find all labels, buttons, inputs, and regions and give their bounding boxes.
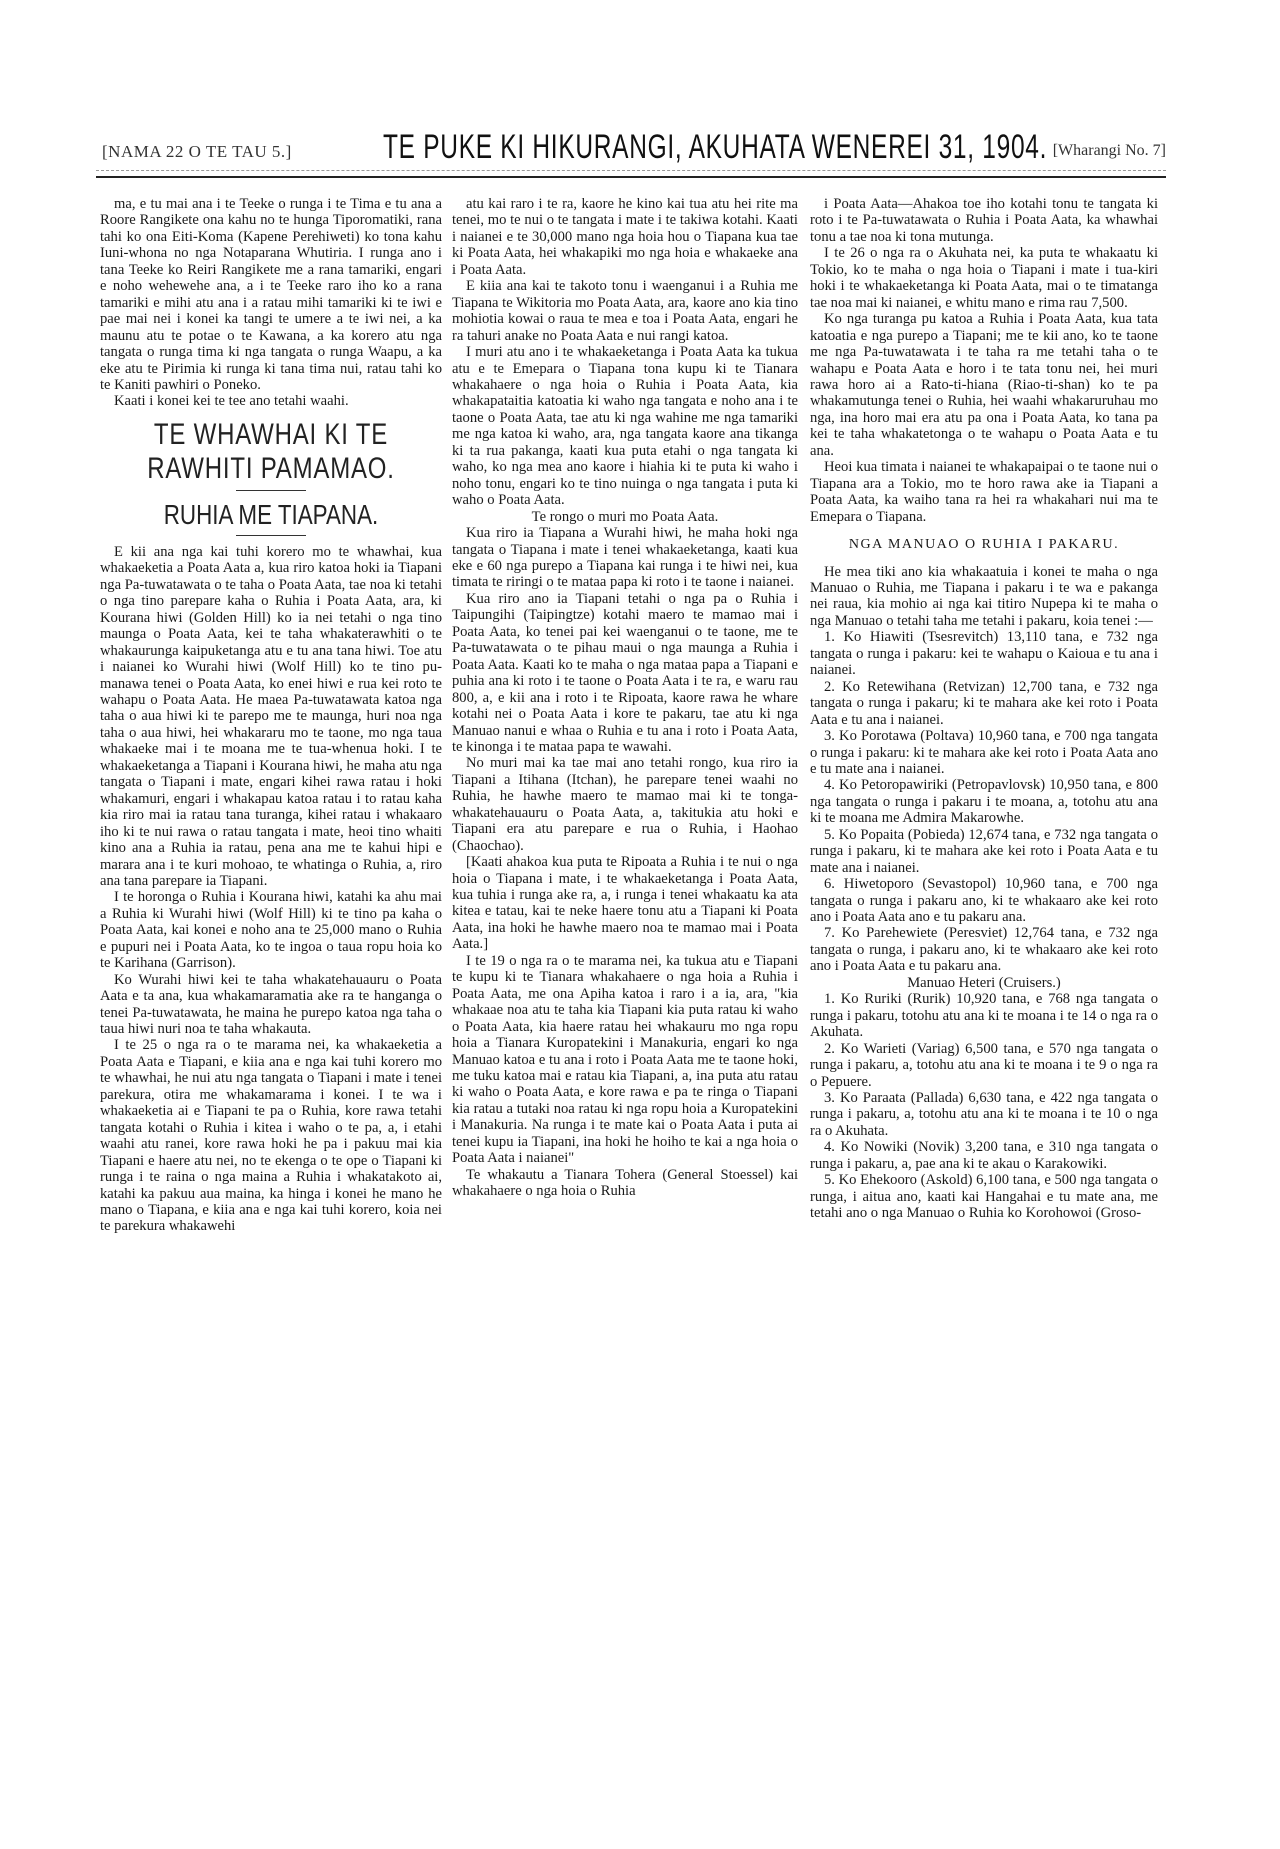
column-3 xyxy=(810,196,1158,1796)
paragraph: Te whakautu a Tianara Tohera (General Stoessel) kai whakahaere o nga hoia o Ruhia xyxy=(452,1166,798,1200)
paragraph: I muri atu ano i te whakaeketanga i Poata Aata ka tukua atu e te Emepara o Tiapana tona kupu ki te Tianara whakahaere o nga hoia o Ruhia i Poata Aata, kia whakapataitia katoatia ki waho nga tangata e noho ana i te taone o Poata Aata, tae atu ki nga wahine me nga tamariki me nga katoa ki waho, ara, nga tangata kaore ana tikanga ki ta rua pakanga, kaati kua puta etahi o nga tangata ki waho, ko nga mea ano kaore i hiahia ki te puta ki waho i noho tonu, engari ko te tino nuinga o nga tangata i puta ki waho o Poata Aata. xyxy=(452,344,798,509)
list-item: 7. Ko Parehewiete (Peresviet) 12,764 tana, e 732 nga tangata o runga, i pakaru ano, ki te whakaaro ake kei roto ano i Poata Aata e tu pakaru ana. xyxy=(810,925,1158,975)
list-item: 1. Ko Ruriki (Rurik) 10,920 tana, e 768 nga tangata o runga i pakaru, totohu atu ana ki te moana i te 14 o nga ra o Akuhata. xyxy=(810,991,1158,1041)
paragraph: No muri mai ka tae mai ano tetahi rongo, kua riro ia Tiapani a Itihana (Itchan), he parepare tenei waahi no Ruhia, he hawhe maero te mamao mai ki te tonga-whakatehauauru o Poata Aata, a, takitukia atu hoki e Tiapani era atu parepare e rua o Ruhia, i Haohao (Chaochao). xyxy=(452,755,798,854)
list-item: 4. Ko Petoropawiriki (Petropavlovsk) 10,950 tana, e 800 nga tangata o runga i pakaru i te moana, a, totohu atu ana ki te moana me Admira Makarowhe. xyxy=(810,777,1158,827)
section-heading: NGA MANUAO O RUHIA I PAKARU. xyxy=(848,537,1120,553)
paragraph: Kua riro ia Tiapana a Wurahi hiwi, he maha hoki nga tangata o Tiapana i mate i tenei whakaeketanga, kaati kua eke e 60 nga purepo a Tiapana kai runga i te hiwi nei, kua timata te riringi o te mataa papa ki roto i te taone i naianei. xyxy=(452,525,798,591)
paragraph: E kiia ana kai te takoto tonu i waenganui i a Ruhia me Tiapana te Wikitoria mo Poata Aata, ara, kaore ano kia tino mohiotia kowai o raua te mea e toa i Poata Aata, engari he ra tahuri anake no Poata Aata e nui rangi katoa. xyxy=(452,278,798,344)
paragraph: Ko nga turanga pu katoa a Ruhia i Poata Aata, kua tata katoatia e nga purepo a Tiapani; me te kii ano, ko te taone me nga Pa-tuwatawata i te taha ra me tetahi taha o te wahapu e Poata Aata e horo i te tata tonu nei, hei muri rawa horo ai a Rato-ti-hiana (Riao-ti-shan) ko te pa whakamutunga tenei o Ruhia, hei waahi whakaruruhau mo nga, ina horo mai era atu pa ona i Poata Aata, ko tana pa kei te taha whakatetonga o te wahapu o Poata Aata e tu ana. xyxy=(810,311,1158,459)
list-item: 4. Ko Nowiki (Novik) 3,200 tana, e 310 nga tangata o runga i pakaru, a, pae ana ki te akau o Karakowiki. xyxy=(810,1139,1158,1172)
cruisers-heading: Manuao Heteri (Cruisers.) xyxy=(907,974,1061,991)
paragraph: ma, e tu mai ana i te Teeke o runga i te Tima e tu ana a Roore Rangikete ona kahu no te hunga Tiporomatiki, rana tahi ko ona Eiti-Koma (Kapene Perehiweti) ko tona kahu Iuni-whona no nga Notaparana Whutiria. I runga ano i tana Teeke ko Reiri Rangikete me a rana tamariki, engari e noho wehewehe ana, a i te Teeke raro iho ko a rana tamariki e mihi atu ana i a ratau mihi tamariki ki te iwi e pae mai nei i konei ka tangi te umere a te iwi nei, a ka maunu atu te potae o te Kawana, a ka korero atu nga tangata o runga tima ki nga tangata o runga Waapu, a ka eke atu te Pirimia ki runga ki tana tima nui, ratau tahi ko te Kaniti pawhiri o Poneko. xyxy=(100,196,442,393)
list-item: 5. Ko Ehekooro (Askold) 6,100 tana, e 500 nga tangata o runga, i aitua ano, kaati kai Hangahai e tu mate ana, me tetahi ano o nga Manuao o Ruhia ko Korohowoi (Groso- xyxy=(810,1172,1158,1222)
column-1 xyxy=(100,196,442,1796)
list-item: 1. Ko Hiawiti (Tsesrevitch) 13,110 tana, e 732 nga tangata o runga i pakaru: kei te wahapu o Kaioua e tu ana i naianei. xyxy=(810,629,1158,679)
list-item: 6. Hiwetoporo (Sevastopol) 10,960 tana, e 700 nga tangata o runga i pakaru ano, ki te whakaaro ake kei roto ano i Poata Aata ano e tu pakaru ana. xyxy=(810,876,1158,926)
header-rule xyxy=(96,176,1166,178)
paragraph: I te 26 o nga ra o Akuhata nei, ka puta te whakaatu ki Tokio, ko te maha o nga hoia o Tiapani i mate i tua-kiri hoki i te whakaeketanga ki Poata Aata, mai o te timatanga tae noa mai ki naianei, e whitu mano e rima rau 7,500. xyxy=(810,245,1158,311)
paragraph: Heoi kua timata i naianei te whakapaipai o te taone nui o Tiapana ara a Tokio, mo te horo rawa ake ia Tiapani a Poata Aata, ka waiho tana ra hei ra whakahari nui ma te Emepara o Tiapana. xyxy=(810,459,1158,525)
masthead xyxy=(96,128,1166,168)
paragraph: I te 19 o nga ra o te marama nei, ka tukua atu e Tiapani te kupu ki te Tianara whakahaere o nga hoia a Ruhia i Poata Aata, me ona Apiha katoa i raro i a ia, ara, "kia whakaae noa atu te taha kia Tiapani kia puta ratau ki waho o Poata Aata, kia haere ratau hei whakauru mo nga ropu hoia a Tianara Kuropatekini i Manakuria, engari ko nga Manuao katoa e tu ana i roto i Poata Aata me te taone hoki, me tuku katoa mai e ratau kia Tiapani, a, ina puta atu ratau ki waho o Poata Aata, e kore rawa e pa te ringa o Tiapani kia ratau a tutaki noa ratau ki nga ropu hoia a Kuropatekini i Manakuria. Na runga i te mate kai o Poata Aata i puta ai tenei kupu ia Tiapani, ina hoki he hoiho te kai a nga hoia o Poata Aata i naianei" xyxy=(452,952,798,1167)
section-subhead: Te rongo o muri mo Poata Aata. xyxy=(531,508,719,525)
paragraph: atu kai raro i te ra, kaore he kino kai tua atu hei rite ma tenei, mo te nui o te tangata i mate i te takiwa kotahi. Kaati i naianei e te 30,000 mano nga hoia hou o Tiapana kua tae ki Poata Aata, hei whakapiki mo nga hoia e whakaeke ana i Poata Aata. xyxy=(452,196,798,278)
list-item: 2. Ko Retewihana (Retvizan) 12,700 tana, e 732 nga tangata o runga i pakaru; ki te mahara ake kei roto i Poata Aata e tu ana i naianei. xyxy=(810,678,1158,728)
column-2 xyxy=(452,196,798,1796)
paragraph: Kaati i konei kei te tee ano tetahi waahi. xyxy=(114,393,349,410)
divider xyxy=(236,490,306,491)
list-item: 3. Ko Paraata (Pallada) 6,630 tana, e 422 nga tangata o runga i pakaru, a, totohu atu ana ki te moana i te 10 o nga ra o Akuhata. xyxy=(810,1090,1158,1139)
list-item: 2. Ko Warieti (Variag) 6,500 tana, e 570 nga tangata o runga i pakaru, a, totohu atu ana ki te moana i te 9 o nga ra o Pepuere. xyxy=(810,1040,1158,1090)
paragraph: Ko Wurahi hiwi kei te taha whakatehauauru o Poata Aata e ta ana, kua whakamaramatia ake ra te hanganga o tenei Pa-tuwatawata, he maina he purepo katoa nga taha o taua hiwi nuri noa te taha whakauta. xyxy=(100,971,442,1038)
article-heading: TE WHAWHAI KI TE RAWHITI PAMAMAO. xyxy=(147,417,395,485)
list-item: 5. Ko Popaita (Pobieda) 12,674 tana, e 732 nga tangata o runga i pakaru, ki te mahara ake kei roto i Poata Aata e tu mate ana i naianei. xyxy=(810,826,1158,876)
paragraph: He mea tiki ano kia whakaatuia i konei te maha o nga Manuao o Ruhia, me Tiapana i pakaru i te wa e pakanga nei raua, kia mohio ai nga kai titiro Nupepa ki te maha o nga Manuao o tetahi taha me tetahi i pakaru, koia tenei :— xyxy=(810,563,1158,629)
paragraph: E kii ana nga kai tuhi korero mo te whawhai, kua whakaeketia a Poata Aata a, kua riro katoa hoki ia Tiapani nga Pa-tuwatawata o te taha o Poata Aata, tae noa ki tetahi o nga tino parepare kaha o Ruhia i Poata Aata, ara, ki Kourana hiwi (Golden Hill) ko ia nei tetahi o nga tino maunga o Poata Aata, kei te taha whakaterawhiti o te whakaurunga kaipuketanga atu e tu ana tana hiwi. Toe atu i naianei ko Wurahi hiwi (Wolf Hill) ko te tino pu-manawa tenei o Poata Aata, ko enei hiwi e rua kei roto te wahapu o Poata Aata. He maea Pa-tuwatawata katoa nga taha o aua hiwi ki te parepo me te maunga, huri noa nga taha o aua hiwi, hei whakararu mo te taone, mo nga taua whakaeke mai i te moana me te tua-whenua hoki. I te whakaeketanga a Tiapani i Kourana hiwi, he maha atu nga tangata o Tiapani i mate, engari kihei rawa ratau i hoki whakamuri, engari i whakapau katoa ratau i to ratau kaha kia riro mai ia ratau tana turanga, kihei ratau i whakaaro iho ki te nui rawa o ratau tangata i mate, heoi tino whaiti kino ana a Ruhia ia ratau, pena ana me te kahui hipi e marara ana i te kuri mohoao, te whatinga o Ruhia, a, riro ana tana parepare ia Tiapani. xyxy=(100,543,442,889)
paragraph: i Poata Aata—Ahakoa toe iho kotahi tonu te tangata ki roto i te Pa-tuwatawata o Ruhia i Poata Aata, ka whawhai tonu a tae noa ki tona mutunga. xyxy=(810,196,1158,245)
list-item: 3. Ko Porotawa (Poltava) 10,960 tana, e 700 nga tangata o runga i pakaru: ki te mahara ake kei roto i Poata Aata ano e tu mate ana i naianei. xyxy=(810,728,1158,777)
page-number: [Wharangi No. 7] xyxy=(1052,142,1166,159)
issue-number: [NAMA 22 O TE TAU 5.] xyxy=(102,142,292,161)
paragraph: I te horonga o Ruhia i Kourana hiwi, katahi ka ahu mai a Ruhia ki Wurahi hiwi (Wolf Hill) ki te tino pa kaha o Poata Aata, kai konei e noho ana te 25,000 mano o Ruhia e pupuri nei i Poata Aata, ko te ingoa o taua ropu hoia ko te Karihana (Garrison). xyxy=(100,889,442,972)
paragraph: I te 25 o nga ra o te marama nei, ka whakaeketia a Poata Aata e Tiapani, e kiia ana e nga kai tuhi korero mo te whawhai, he nui atu nga tangata o Tiapani i mate i tenei parekura, otira me whakamarama i konei. I te wa i whakaeketia ai e Tiapani te pa o Ruhia, kore rawa tetahi tangata kotahi o Ruhia i kitea i waho o te pa, a, i etahi waahi atu ranei, kore rawa hoki he pa i pakuu mai kia Tiapani e haere atu nei, no te ekenga o te ope o Tiapani ki runga i te raina o nga maina a Ruhia i whakatakoto ai, katahi ka pakuu aua maina, ka hinga i konei he mano he mano o Tiapana, e kiia ana e nga kai tuhi korero, koia nei te parekura whakawehi xyxy=(100,1037,442,1235)
article-subheading: RUHIA ME TIAPANA. xyxy=(163,498,379,530)
header-dashed-rule xyxy=(96,170,1166,171)
paragraph: Kua riro ano ia Tiapani tetahi o nga pa o Ruhia i Taipungihi (Taipingtze) kotahi maero te mamao mai i Poata Aata, ko tenei pai kei waenganui o te taone, me te Pa-tuwatawata o te pihau maui o nga maunga a Ruhia i Poata Aata. Kaati ko te maha o nga mataa papa a Tiapani e puhia ana ki roto i te taone o Poata Aata i te ra, e waru rau 800, a, e kii ana i roto i te Ripoata, kaore rawa he whare kotahi nei o Poata Aata i kore te pakaru, tae atu ki nga Manuao nanui e whaa o Ruhia e tu ana i roto i Poata Aata, te kinonga i te mataa papa te wawahi. xyxy=(452,590,798,755)
paragraph: [Kaati ahakoa kua puta te Ripoata a Ruhia i te nui o nga hoia o Tiapana i mate, i te whakaeketanga i Poata Aata, kua tuhia i runga ake ra, a, i runga i tenei whakaatu ka ata kitea e tatau, kai te neke haere tonu atu a Tiapani ki Poata Aata, ina hoki he hawhe maero noa te mamao mai i Poata Aata.] xyxy=(452,854,798,953)
newspaper-title: TE PUKE KI HIKURANGI, AKUHATA WENEREI 31, 1904. xyxy=(383,128,1048,166)
divider xyxy=(236,535,306,536)
